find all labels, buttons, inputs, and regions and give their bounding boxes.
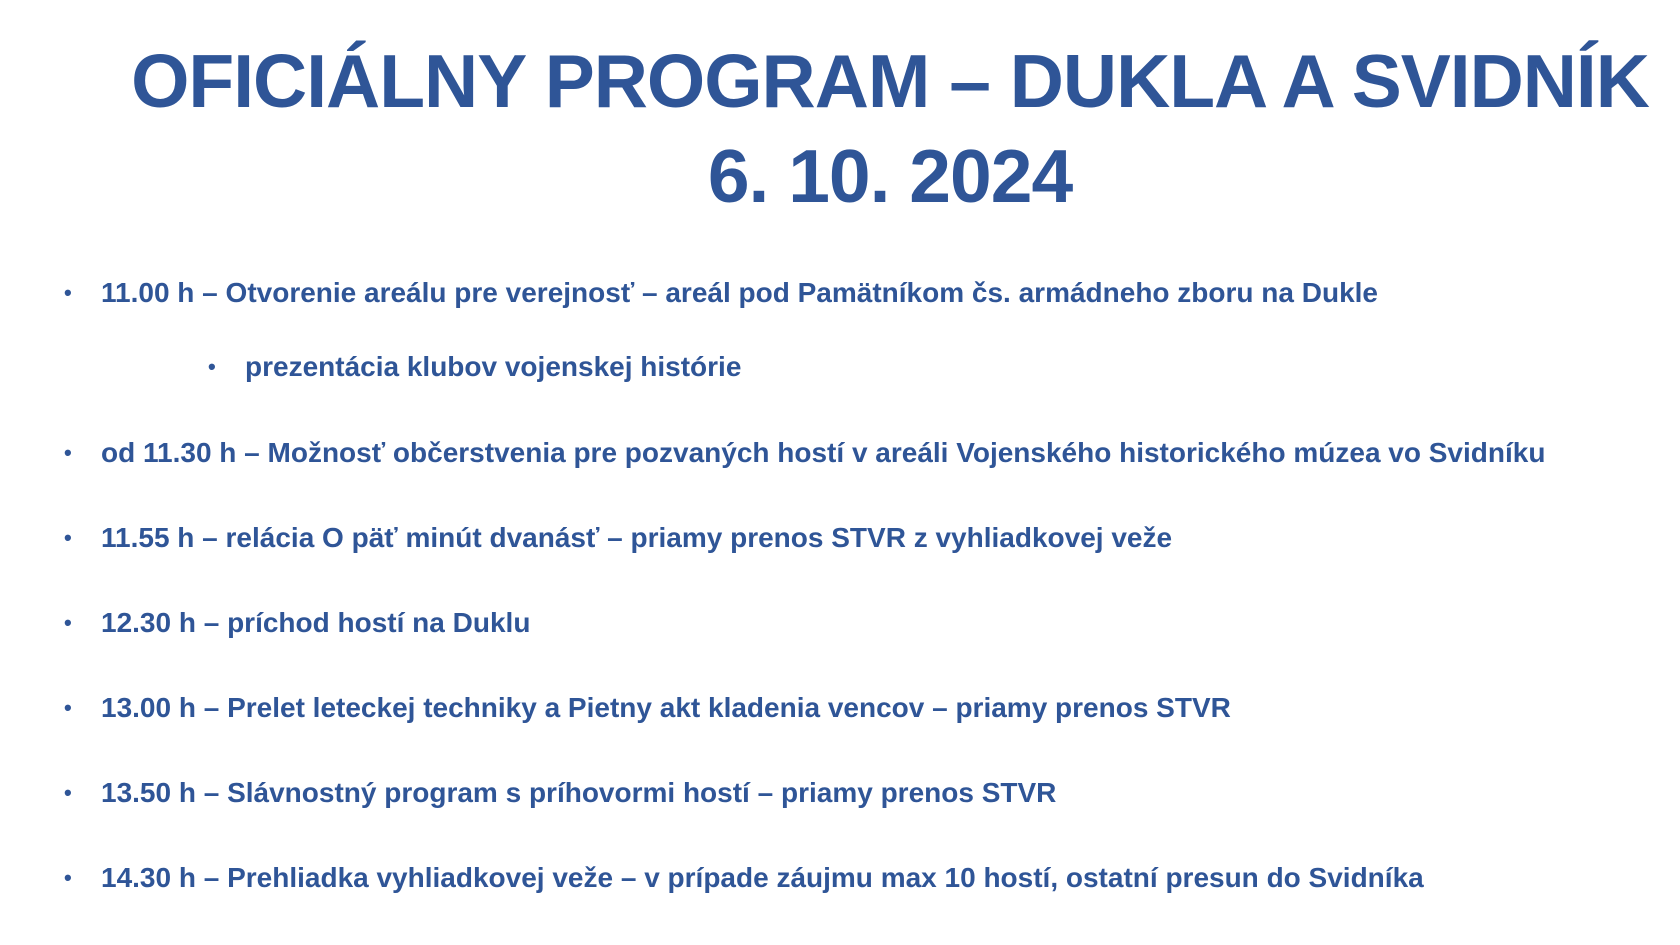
program-subitem-text: prezentácia klubov vojenskej histórie (245, 351, 742, 382)
bullet-icon: • (64, 780, 72, 805)
bullet-icon: • (64, 440, 72, 465)
program-item (0, 773, 1680, 813)
program-item-text: 13.00 h – Prelet leteckej techniky a Pietny akt kladenia vencov – priamy prenos STVR (101, 692, 1231, 723)
program-item-text: 13.50 h – Slávnostný program s príhovormi hostí – priamy prenos STVR (101, 777, 1057, 808)
program-item-text: 11.55 h – relácia O päť minút dvanásť – priamy prenos STVR z vyhliadkovej veže (101, 522, 1173, 553)
slide-date: 6. 10. 2024 (707, 134, 1073, 218)
program-item (0, 688, 1680, 728)
bullet-icon: • (64, 865, 72, 890)
program-item (0, 433, 1680, 473)
bullet-icon: • (64, 525, 72, 550)
program-item-text: od 11.30 h – Možnosť občerstvenia pre pozvaných hostí v areáli Vojenského historického múzea vo Svidníku (101, 437, 1546, 468)
program-subitem (0, 347, 1680, 387)
program-item (0, 858, 1680, 898)
program-item (0, 603, 1680, 643)
program-item (0, 273, 1680, 313)
program-item-text: 11.00 h – Otvorenie areálu pre verejnosť – areál pod Pamätníkom čs. armádneho zboru na Dukle (101, 277, 1378, 308)
bullet-icon: • (64, 695, 72, 720)
program-item-text: 12.30 h – príchod hostí na Duklu (101, 607, 531, 638)
slide-title: OFICIÁLNY PROGRAM – DUKLA A SVIDNÍK (131, 39, 1649, 123)
bullet-icon: • (64, 610, 72, 635)
program-item-text: 14.30 h – Prehliadka vyhliadkovej veže – v prípade záujmu max 10 hostí, ostatní presun do Svidníka (101, 862, 1424, 893)
bullet-icon: • (208, 354, 216, 379)
program-item (0, 518, 1680, 558)
bullet-icon: • (64, 280, 72, 305)
